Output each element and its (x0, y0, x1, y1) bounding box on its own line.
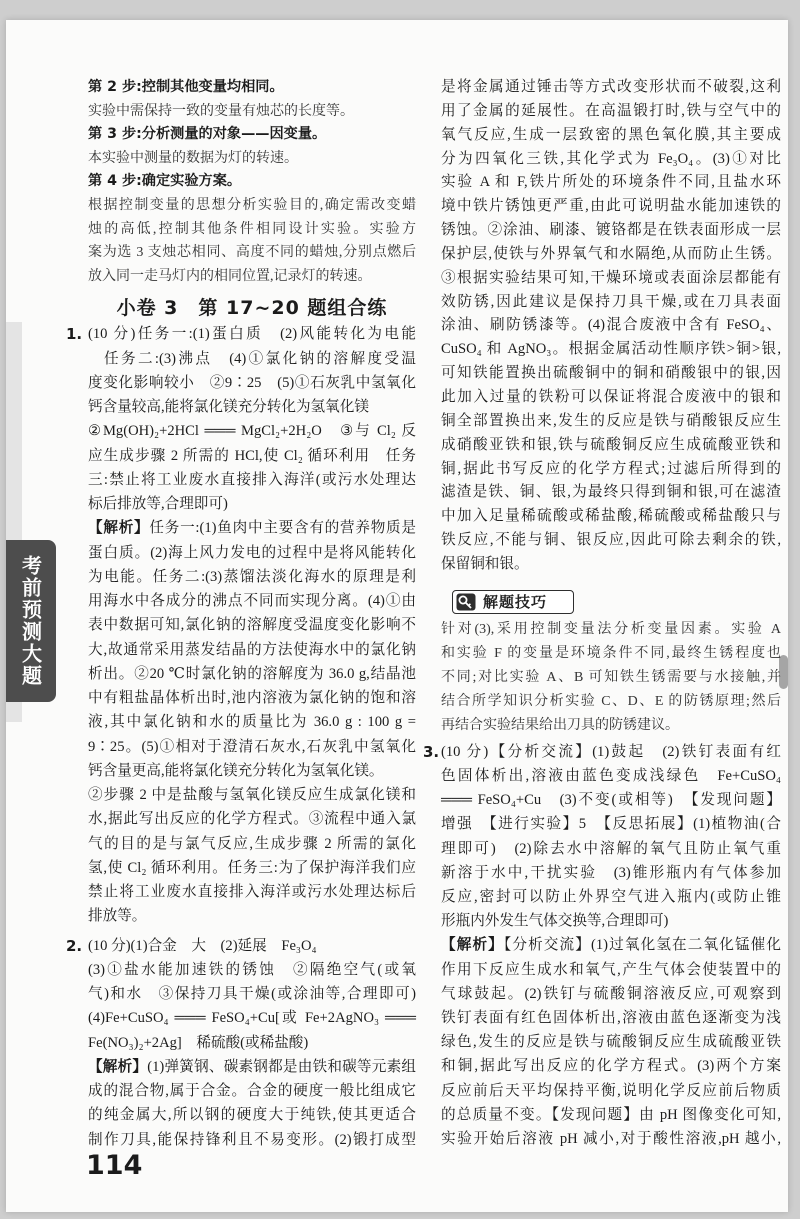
text-line: 滤渣是铁、铜、银,为最终只得到铜和银,可在滤渣 (441, 484, 781, 501)
question-number: 3. (423, 742, 440, 761)
q3-answer (441, 740, 781, 934)
tip-text (441, 618, 781, 738)
tip-badge (452, 590, 574, 614)
step-guide (88, 76, 416, 288)
text-line: 禁止将工业废水直接排入海洋或污水处理达标后 (88, 884, 416, 901)
text-line: 标后排放等,合理即可) (88, 496, 228, 513)
text-line: 氢,使 Cl₂ 循环利用。任务三:为了保护海洋我们应 (88, 859, 416, 876)
step-4-text (88, 194, 416, 288)
text-line: ②Mg(OH)₂+2HCl ═══ MgCl₂+2H₂O ③与 Cl₂ 反 (88, 423, 416, 440)
text-line: Fe(NO₃)₂+2Ag] 稀硫酸(或稀盐酸) (88, 1034, 309, 1051)
side-tab-label: 考前预测大题 (18, 555, 43, 687)
text-line: 钙含量较高,能将氯化镁充分转化为氢氧化镁 (88, 399, 369, 416)
step-4-title: 第 4 步:确定实验方案。 (88, 173, 242, 190)
text-line: 制作刀具,能保持锋利且不易变形。(2)锻打成型 (88, 1131, 416, 1148)
text-line: 任务二:(3)沸点 (4)①氯化钠的溶解度受温 (104, 350, 416, 367)
text-line: 蛋白质。(2)海上风力发电的过程中是将风能转化 (88, 544, 416, 561)
text-line: 反应前后天平均保持平衡,说明化学反应前后物质 (441, 1082, 781, 1099)
text-line: 此加入过量的铁粉可以保证将混合废液中的银和 (441, 388, 781, 405)
text-line: 境中铁片锈蚀更严重,由此可说明盐水能加速铁的 (441, 198, 781, 215)
text-line: 形瓶内外发生气体交换等,合理即可) (441, 913, 669, 930)
text-line: (10 分)任务一:(1)蛋白质 (2)风能转化为电能 (88, 326, 416, 343)
text-line: 结合所学知识分析实验 C、D、E 的防锈原理;然后 (441, 693, 781, 709)
text-line: 效防锈,因此建议是保持刀具干燥,或在刀具表面 (441, 293, 781, 310)
text-line: 铜,据此书写反应的化学方程式;过滤后所得到的 (441, 460, 781, 477)
text-line: (10 分)(1)合金 大 (2)延展 Fe₃O₄ (88, 937, 317, 954)
text-line: CuSO₄ 和 AgNO₃。根据金属活动性顺序铁>铜>银, (441, 341, 781, 358)
text-line: 气的目的是与氯气反应,生成步骤 2 所需的氯化 (88, 835, 416, 852)
text-line: 根据控制变量的思想分析实验目的,确定需改变蜡 (88, 197, 416, 213)
key-icon (455, 591, 477, 612)
text-line: 排放等。 (88, 908, 147, 925)
text-line: 大,故通常采用蒸发结晶的方法使海水中的氯化钠 (88, 641, 416, 658)
text-line: 新溶于水中,干扰实验 (3)锥形瓶内有气体参加 (441, 864, 781, 881)
step-2-title: 第 2 步:控制其他变量均相同。 (88, 79, 284, 95)
section-heading: 小卷 3 第 17~20 题组合练 (116, 297, 388, 320)
q2-analysis-first-line (88, 1055, 416, 1079)
text-line: 是将金属通过锤击等方式改变形状而不破裂,这利 (441, 79, 781, 95)
text-line: 反应,密封可以防止外界空气进入瓶内(或防止锥 (441, 888, 781, 905)
text-line: 中加入足量稀硫酸或稀盐酸,稀硫酸或稀盐酸只与 (441, 508, 781, 525)
q1-analysis-first-line (88, 516, 416, 540)
q2-analysis (88, 1079, 416, 1152)
text-line: 实验 A 和 F,铁片所处的环境条件不同,且盐水环 (441, 174, 781, 191)
text-line: 和实验 F 的变量是环境条件不同,最终生锈程度也 (441, 645, 781, 661)
text-line: 案为选 3 支烛芯相同、高度不同的蜡烛,分别点燃后 (88, 245, 416, 261)
text-line: 本实验中测量的数据为灯的转速。 (88, 150, 298, 166)
tip-badge-label: 解题技巧 (483, 593, 548, 612)
question-number: 2. (66, 936, 83, 955)
analysis-text: (1)弹簧钢、碳素钢都是由铁和碳等元素组 (147, 1058, 416, 1075)
text-line: 不同;对比实验 A、B 可知铁生锈需要与水接触,并 (441, 669, 781, 685)
text-line: 放入同一走马灯内的相同位置,记录灯的转速。 (88, 268, 372, 284)
text-line: 9∶25。(5)①相对于澄清石灰水,石灰乳中氢氧化 (88, 738, 416, 755)
analysis-text: 【分析交流】(1)过氧化氢在二氧化锰催化 (503, 937, 781, 954)
text-line: ③根据实验结果可知,干燥环境或表面涂层都能有 (441, 269, 781, 286)
text-line: 作用下反应生成水和氧气,产生气体会使装置中的 (441, 961, 781, 978)
q2-analysis-continued (441, 76, 781, 577)
text-line: 成硝酸亚铁和银,铁与硫酸铜反应生成硫酸亚铁和 (441, 436, 781, 453)
text-line: 分为四氧化三铁,其化学式为 Fe₃O₄。(3)①对比 (441, 150, 781, 167)
text-line: 中有粗盐晶体析出时,池内溶液为氯化钠的饱和溶 (88, 690, 416, 707)
text-line: 实验中需保持一致的变量有烛芯的长度等。 (88, 103, 354, 119)
q2-answer (88, 934, 416, 1055)
text-line: 保护层,使铁与外界氧气和水隔绝,从而防止生锈。 (441, 245, 781, 262)
text-line: 锈蚀。②涂油、刷漆、镀铬都是在铁表面形成一层 (441, 222, 781, 239)
q3-analysis-first-line (441, 933, 781, 957)
text-line: 实验开始后溶液 pH 减小,对于酸性溶液,pH 越小, (441, 1130, 781, 1147)
text-line: (10 分)【分析交流】(1)鼓起 (2)铁钉表面有红 (441, 743, 781, 760)
text-line: 应生成步骤 2 所需的 HCl,使 Cl₂ 循环利用 任务 (88, 447, 416, 464)
q1-answer (88, 322, 416, 516)
text-line: 用了金属的延展性。在高温锻打时,铁与空气中的 (441, 102, 781, 119)
text-line: 铁反应,不能与铜、银反应,因此可除去剩余的铁, (441, 532, 781, 549)
question-number: 1. (66, 325, 83, 344)
page-number: 114 (86, 1150, 143, 1181)
text-line: 三:禁止将工业废水直接排入海洋(或污水处理达 (88, 471, 416, 488)
text-line: 理即可) (2)除去水中溶解的氧气且防止氧气重 (441, 840, 781, 857)
analysis-label: 【解析】 (441, 936, 504, 954)
text-line: (3)①盐水能加速铁的锈蚀 ②隔绝空气(或氧 (88, 961, 416, 978)
text-line: 氧气反应,生成一层致密的黑色氧化膜,其主要成 (441, 126, 781, 143)
text-line: 用海水中各成分的沸点不同而实现分离。(4)①由 (88, 593, 416, 610)
question-1 (66, 322, 416, 928)
text-line: 的纯金属大,所以钢的硬度大于纯铁,使其更适合 (88, 1107, 416, 1124)
text-line: 铁钉表面有红色固体析出,溶液由蓝色逐渐变为浅 (441, 1009, 781, 1026)
text-line: 涂油、刷防锈漆等。(4)混合废液中含有 FeSO₄、 (441, 317, 781, 334)
text-line: 成的混合物,属于合金。合金的硬度一般比组成它 (88, 1083, 416, 1100)
step-3-title: 第 3 步:分析测量的对象——因变量。 (88, 126, 327, 143)
text-line: 析出。②20 ℃时氯化钠的溶解度为 36.0 g,结晶池 (88, 665, 416, 682)
q1-analysis (88, 541, 416, 929)
text-line: 烛的高低,控制其他条件相同设计实验。实验方 (88, 221, 416, 237)
question-2 (66, 934, 416, 1152)
text-line: 色固体析出,溶液由蓝色变成浅绿色 Fe+CuSO₄ (441, 767, 781, 784)
text-line: 铜全部置换出来,发生的反应是铁与硝酸银反应生 (441, 412, 781, 429)
text-line: 为电能。任务二:(3)蒸馏法淡化海水的原理是利 (88, 568, 416, 585)
text-line: 增强 【进行实验】5 【反思拓展】(1)植物油(合 (441, 816, 781, 833)
text-line: 度变化影响较小 ②9∶25 (5)①石灰乳中氢氧化 (88, 374, 416, 391)
text-line: 绿色,发生的反应是铁与硫酸铜反应生成硫酸亚铁 (441, 1034, 781, 1051)
q3-analysis (441, 958, 781, 1152)
analysis-text: 任务一:(1)鱼肉中主要含有的营养物质是 (149, 520, 416, 537)
side-tab (6, 540, 56, 702)
analysis-label: 【解析】 (88, 1057, 148, 1075)
step-3-text (88, 147, 416, 171)
text-line: ═══ FeSO₄+Cu (3)不变(或相等) 【发现问题】 (441, 792, 781, 809)
step-2-text (88, 100, 416, 124)
text-line: 表中数据可知,氯化钠的溶解度受温度变化影响不 (88, 617, 416, 634)
analysis-label: 【解析】 (88, 519, 150, 537)
text-line: 保留铜和银。 (441, 555, 529, 572)
text-line: ②步骤 2 中是盐酸与氢氧化镁反应生成氯化镁和 (88, 787, 416, 804)
text-line: 和铜,据此写出反应的化学方程式。(3)两个方案 (441, 1058, 781, 1075)
text-line: 针对(3),采用控制变量法分析变量因素。实验 A (441, 621, 781, 637)
text-line: 再结合实验结果给出刀具的防锈建议。 (441, 717, 679, 733)
text-line: 水,据此写出反应的化学方程式。③流程中通入氯 (88, 811, 416, 828)
text-line: 钙含量更高,能将氯化镁充分转化为氢氧化镁。 (88, 762, 384, 779)
text-line: 气球鼓起。(2)铁钉与硫酸铜溶液反应,可观察到 (441, 985, 781, 1002)
question-3 (423, 740, 781, 1151)
left-column (66, 76, 416, 1152)
right-column (423, 76, 781, 1151)
text-line: 可知铁能置换出硫酸铜中的铜和硝酸银中的银,因 (441, 365, 781, 382)
text-line: 的总质量不变。【发现问题】由 pH 图像变化可知, (441, 1106, 781, 1123)
text-line: 液,其中氯化钠和水的质量比为 36.0 g : 100 g = (88, 714, 416, 731)
text-line: (4)Fe+CuSO₄ ═══ FeSO₄+Cu[或 Fe+2AgNO₃ ═══ (88, 1010, 416, 1027)
text-line: 气)和水 ③保持刀具干燥(或涂油等,合理即可) (88, 986, 416, 1003)
